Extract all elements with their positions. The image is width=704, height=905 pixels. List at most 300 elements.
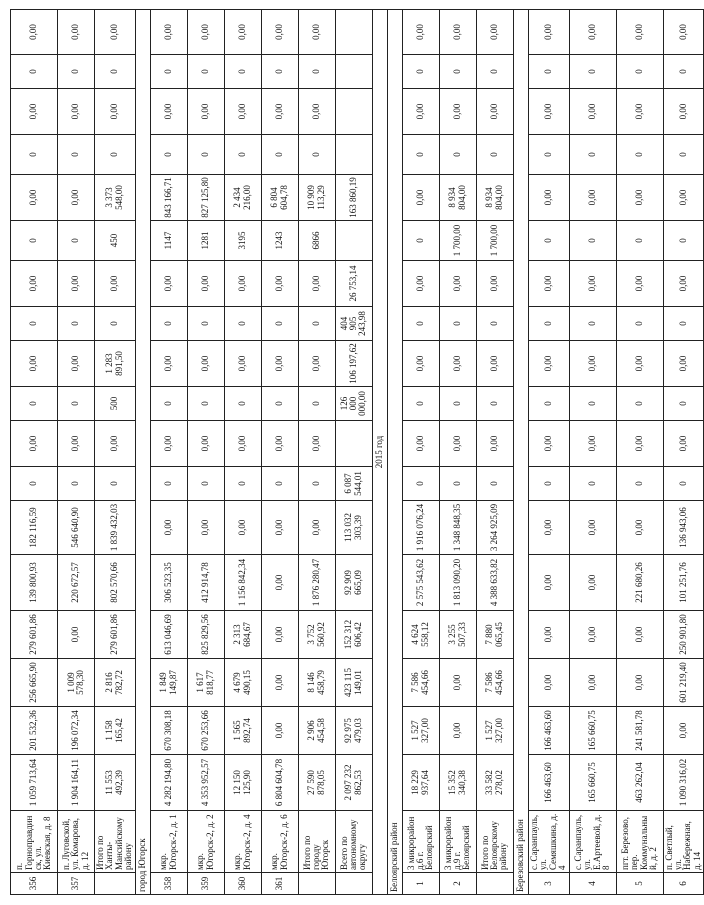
table-cell: 0 xyxy=(569,467,616,501)
table-cell: 0,00 xyxy=(528,501,569,555)
table-cell: 0 xyxy=(476,55,513,89)
table-cell: 0,00 xyxy=(616,341,663,387)
table-cell: 0,00 xyxy=(476,261,513,307)
table-cell: 7 586 454,66 xyxy=(402,659,439,707)
table-cell: 0,00 xyxy=(663,421,704,467)
table-cell: 2 906 454,58 xyxy=(298,707,335,755)
table-cell: 0 xyxy=(150,135,187,175)
table-cell: 0,00 xyxy=(298,421,335,467)
table-cell: 7 586 454,66 xyxy=(476,659,513,707)
row-address: пгт. Березово, пер. Коммунальный, д. 2 xyxy=(616,811,663,873)
table-cell: 0 xyxy=(528,387,569,421)
table-cell: 0,00 xyxy=(402,175,439,221)
table-cell: 0 xyxy=(569,221,616,261)
table-cell: 0 xyxy=(528,467,569,501)
table-cell: 0 xyxy=(95,135,136,175)
table-row xyxy=(528,10,569,895)
table-row xyxy=(439,10,476,895)
table-cell: 0,00 xyxy=(528,611,569,659)
table-cell: 0 xyxy=(11,467,58,501)
table-cell: 0,00 xyxy=(58,10,95,55)
table-cell: 182 116,59 xyxy=(11,501,58,555)
table-cell: 1 904 164,11 xyxy=(58,755,95,811)
table-cell: 0 xyxy=(261,467,298,501)
table-cell: 0,00 xyxy=(187,261,224,307)
table-cell: 4 679 490,15 xyxy=(224,659,261,707)
section-label: Березовский район xyxy=(513,10,528,895)
table-cell: 500 xyxy=(95,387,136,421)
table-cell: 8 146 458,79 xyxy=(298,659,335,707)
table-cell: 0,00 xyxy=(528,659,569,707)
table-cell: 136 943,06 xyxy=(663,501,704,555)
table-cell: 0,00 xyxy=(150,341,187,387)
table-cell: 0,00 xyxy=(261,89,298,135)
table-cell: 0,00 xyxy=(569,421,616,467)
table-cell: 0,00 xyxy=(261,421,298,467)
table-cell: 0 xyxy=(261,135,298,175)
table-row xyxy=(224,10,261,895)
table-cell: 0 xyxy=(663,307,704,341)
table-cell: 0,00 xyxy=(439,10,476,55)
table-cell: 0 xyxy=(298,467,335,501)
table-cell: 2 816 782,72 xyxy=(95,659,136,707)
table-cell: 0 xyxy=(439,467,476,501)
table-cell: 0,00 xyxy=(261,659,298,707)
table-cell: 0 xyxy=(150,307,187,341)
table-cell: 0,00 xyxy=(224,501,261,555)
table-cell: 0 xyxy=(528,307,569,341)
table-cell: 0 xyxy=(569,55,616,89)
table-cell: 0 xyxy=(187,135,224,175)
table-cell: 0,00 xyxy=(616,175,663,221)
section-header-row xyxy=(387,10,402,895)
table-cell: 825 829,56 xyxy=(187,611,224,659)
table-cell: 27 590 878,05 xyxy=(298,755,335,811)
table-cell: 0 xyxy=(58,55,95,89)
row-number: 5 xyxy=(616,873,663,895)
table-cell: 0,00 xyxy=(261,611,298,659)
table-cell: 423 115 149,01 xyxy=(335,659,372,707)
table-row xyxy=(261,10,298,895)
table-cell: 1 283 891,50 xyxy=(95,341,136,387)
table-cell: 106 197,62 xyxy=(335,341,372,387)
table-cell: 0,00 xyxy=(616,261,663,307)
table-cell: 670 253,66 xyxy=(187,707,224,755)
row-number xyxy=(335,873,372,895)
table-cell: 0 xyxy=(11,307,58,341)
table-cell: 0 xyxy=(402,387,439,421)
table-cell: 0,00 xyxy=(11,175,58,221)
table-cell: 4 624 558,12 xyxy=(402,611,439,659)
row-number xyxy=(298,873,335,895)
table-cell: 279 601,86 xyxy=(11,611,58,659)
table-cell: 0,00 xyxy=(150,89,187,135)
table-cell: 0 xyxy=(95,55,136,89)
table-cell xyxy=(335,135,372,175)
row-address: с. Саранпауль, ул. Семяшкина, д. 4 xyxy=(528,811,569,873)
table-cell: 0,00 xyxy=(476,341,513,387)
table-cell: 1281 xyxy=(187,221,224,261)
year-header-row xyxy=(372,10,387,895)
table-cell xyxy=(335,10,372,55)
table-cell: 0,00 xyxy=(476,421,513,467)
table-cell: 2 434 216,00 xyxy=(224,175,261,221)
table-cell: 0,00 xyxy=(476,89,513,135)
table-cell: 165 660,75 xyxy=(569,707,616,755)
table-cell: 0,00 xyxy=(569,341,616,387)
row-number: 3 xyxy=(528,873,569,895)
table-cell: 1 700,00 xyxy=(439,221,476,261)
table-cell: 0,00 xyxy=(150,501,187,555)
table-cell: 0 xyxy=(616,387,663,421)
table-cell: 0,00 xyxy=(528,89,569,135)
table-cell: 0 xyxy=(150,55,187,89)
table-cell: 0,00 xyxy=(402,421,439,467)
table-cell: 0 xyxy=(224,387,261,421)
table-cell: 0 xyxy=(187,387,224,421)
table-cell: 0 xyxy=(528,221,569,261)
table-cell: 0 xyxy=(616,135,663,175)
row-address: 3 микрорайон д.6 г. Белоярский xyxy=(402,811,439,873)
table-cell: 802 570,66 xyxy=(95,555,136,611)
table-cell: 0,00 xyxy=(569,10,616,55)
table-cell: 0,00 xyxy=(224,89,261,135)
row-address: Итого по Ханты-Мансийскому району xyxy=(95,811,136,873)
table-cell: 0,00 xyxy=(402,10,439,55)
row-address: Итого по Белоярскому району xyxy=(476,811,513,873)
table-cell: 0,00 xyxy=(298,501,335,555)
table-cell: 0 xyxy=(663,135,704,175)
table-cell: 0,00 xyxy=(569,89,616,135)
table-cell: 2 575 543,62 xyxy=(402,555,439,611)
row-address: мкр. Югорск-2, д. 1 xyxy=(150,811,187,873)
table-cell: 221 680,26 xyxy=(616,555,663,611)
table-cell: 0 xyxy=(11,55,58,89)
table-cell: 0,00 xyxy=(95,421,136,467)
table-cell: 3 752 560,92 xyxy=(298,611,335,659)
table-cell: 0 xyxy=(663,387,704,421)
table-cell: 0,00 xyxy=(11,10,58,55)
table-cell: 33 582 278,02 xyxy=(476,755,513,811)
table-cell: 12 150 125,90 xyxy=(224,755,261,811)
table-cell: 0 xyxy=(528,135,569,175)
table-cell: 0 xyxy=(476,307,513,341)
table-cell: 0,00 xyxy=(616,89,663,135)
table-cell: 92 909 665,09 xyxy=(335,555,372,611)
table-cell: 0,00 xyxy=(663,707,704,755)
table-cell: 0 xyxy=(224,55,261,89)
table-cell: 3 264 925,09 xyxy=(476,501,513,555)
table-cell: 0 xyxy=(402,467,439,501)
table-cell: 0,00 xyxy=(616,659,663,707)
table-cell: 0 xyxy=(476,135,513,175)
table-cell: 0,00 xyxy=(439,659,476,707)
table-cell: 6 804 604,78 xyxy=(261,755,298,811)
table-cell: 1 158 165,42 xyxy=(95,707,136,755)
table-cell: 220 672,57 xyxy=(58,555,95,611)
table-cell: 8 934 804,00 xyxy=(439,175,476,221)
table-row xyxy=(95,10,136,895)
table-cell: 4 388 633,82 xyxy=(476,555,513,611)
table-cell: 11 553 492,39 xyxy=(95,755,136,811)
table-cell: 0,00 xyxy=(528,421,569,467)
table-cell: 6 087 544,01 xyxy=(335,467,372,501)
table-cell: 0 xyxy=(439,55,476,89)
row-address: мкр. Югорск-2, д. 2 xyxy=(187,811,224,873)
table-cell: 0,00 xyxy=(224,261,261,307)
table-cell: 8 934 804,00 xyxy=(476,175,513,221)
table-cell: 404 905 243,98 xyxy=(335,307,372,341)
table-cell xyxy=(335,55,372,89)
table-row xyxy=(298,10,335,895)
table-cell: 6 804 604,78 xyxy=(261,175,298,221)
table-cell: 0 xyxy=(261,55,298,89)
row-number: 1 xyxy=(402,873,439,895)
table-cell: 0,00 xyxy=(298,261,335,307)
table-cell: 0,00 xyxy=(261,10,298,55)
table-cell: 0 xyxy=(298,387,335,421)
table-cell: 0,00 xyxy=(528,261,569,307)
table-cell: 1 617 818,77 xyxy=(187,659,224,707)
table-cell: 1 156 842,34 xyxy=(224,555,261,611)
table-cell: 1 348 848,35 xyxy=(439,501,476,555)
table-cell: 0 xyxy=(150,467,187,501)
row-address: Итого по городу Югорск xyxy=(298,811,335,873)
table-cell: 165 660,75 xyxy=(569,755,616,811)
table-cell: 0,00 xyxy=(528,175,569,221)
table-cell: 601 219,40 xyxy=(663,659,704,707)
row-number: 356 xyxy=(11,873,58,895)
table-cell: 163 860,19 xyxy=(335,175,372,221)
table-cell: 6866 xyxy=(298,221,335,261)
table-cell: 250 901,80 xyxy=(663,611,704,659)
row-address: п. Луговской, ул. Комарова, д. 12 xyxy=(58,811,95,873)
table-cell: 0 xyxy=(58,135,95,175)
table-cell: 26 753,14 xyxy=(335,261,372,307)
table-cell: 1243 xyxy=(261,221,298,261)
table-cell: 546 640,90 xyxy=(58,501,95,555)
table-cell: 3 255 507,33 xyxy=(439,611,476,659)
table-cell: 0,00 xyxy=(261,501,298,555)
table-cell: 0 xyxy=(616,467,663,501)
table-cell: 0,00 xyxy=(439,261,476,307)
table-cell: 0,00 xyxy=(187,341,224,387)
table-cell: 0 xyxy=(616,221,663,261)
table-cell: 412 914,78 xyxy=(187,555,224,611)
table-cell: 0,00 xyxy=(224,421,261,467)
table-cell: 4 282 194,80 xyxy=(150,755,187,811)
table-cell: 0 xyxy=(224,307,261,341)
table-cell: 18 229 937,64 xyxy=(402,755,439,811)
table-row xyxy=(569,10,616,895)
table-cell: 0,00 xyxy=(187,10,224,55)
row-number: 4 xyxy=(569,873,616,895)
table-cell: 4 353 952,57 xyxy=(187,755,224,811)
table-cell: 0 xyxy=(402,221,439,261)
table-cell: 0 xyxy=(150,387,187,421)
table-cell: 0,00 xyxy=(439,707,476,755)
table-row xyxy=(663,10,704,895)
table-cell: 0 xyxy=(663,55,704,89)
table-cell: 0 xyxy=(569,387,616,421)
table-cell: 0,00 xyxy=(569,501,616,555)
table-cell: 0,00 xyxy=(261,261,298,307)
year-label: 2015 год xyxy=(372,10,387,895)
row-address: п. Горноправдинск, ул. Киевская, д. 8 xyxy=(11,811,58,873)
row-number: 2 xyxy=(439,873,476,895)
table-cell: 1 059 713,64 xyxy=(11,755,58,811)
table-cell: 0 xyxy=(187,307,224,341)
row-address: мкр. Югорск-2, д. 4 xyxy=(224,811,261,873)
table-cell: 670 308,18 xyxy=(150,707,187,755)
table-cell: 0 xyxy=(439,307,476,341)
table-cell: 0,00 xyxy=(58,89,95,135)
section-header-row xyxy=(135,10,150,895)
table-cell: 0,00 xyxy=(58,175,95,221)
table-cell xyxy=(335,221,372,261)
table-cell: 1 565 892,74 xyxy=(224,707,261,755)
row-number: 360 xyxy=(224,873,261,895)
table-cell: 1 916 076,24 xyxy=(402,501,439,555)
table-cell: 0 xyxy=(476,467,513,501)
table-cell: 0,00 xyxy=(58,261,95,307)
table-cell: 0,00 xyxy=(528,555,569,611)
table-cell: 0,00 xyxy=(528,10,569,55)
row-address: 3 микрорайон д.9 г. Белоярский xyxy=(439,811,476,873)
table-cell: 152 312 606,42 xyxy=(335,611,372,659)
table-cell: 0,00 xyxy=(439,421,476,467)
table-cell: 0 xyxy=(58,387,95,421)
table-row xyxy=(58,10,95,895)
table-cell: 0 xyxy=(298,135,335,175)
table-cell: 0,00 xyxy=(95,10,136,55)
table-cell: 256 665,90 xyxy=(11,659,58,707)
table-cell: 0,00 xyxy=(569,175,616,221)
table-cell: 613 046,69 xyxy=(150,611,187,659)
table-cell: 2 313 684,67 xyxy=(224,611,261,659)
table-cell: 0,00 xyxy=(663,10,704,55)
table-cell: 0,00 xyxy=(298,89,335,135)
table-cell: 0 xyxy=(402,307,439,341)
table-cell: 0,00 xyxy=(663,175,704,221)
row-address: п. Светлый, ул. Набережная, д. 14 xyxy=(663,811,704,873)
table-cell: 0 xyxy=(187,55,224,89)
table-cell: 0 xyxy=(569,135,616,175)
table-cell: 0,00 xyxy=(58,611,95,659)
row-number xyxy=(95,873,136,895)
table-cell: 1 527 327,00 xyxy=(476,707,513,755)
table-cell: 0,00 xyxy=(616,421,663,467)
table-cell: 0 xyxy=(11,135,58,175)
table-cell: 0,00 xyxy=(616,10,663,55)
table-row xyxy=(616,10,663,895)
table-cell: 92 975 479,03 xyxy=(335,707,372,755)
row-number: 6 xyxy=(663,873,704,895)
table-cell: 0 xyxy=(261,387,298,421)
table-row xyxy=(150,10,187,895)
table-cell: 0 xyxy=(261,307,298,341)
table-cell: 0,00 xyxy=(569,611,616,659)
table-cell: 1 849 149,87 xyxy=(150,659,187,707)
table-cell: 0,00 xyxy=(402,89,439,135)
table-cell: 101 251,76 xyxy=(663,555,704,611)
section-label: Белоярский район xyxy=(387,10,402,895)
table-row xyxy=(402,10,439,895)
table-cell: 1 527 327,00 xyxy=(402,707,439,755)
row-address: с. Саранпауль, ул. Е.Артеевой, д. 8 xyxy=(569,811,616,873)
table-cell: 0,00 xyxy=(476,10,513,55)
table-cell: 0 xyxy=(58,467,95,501)
row-number: 357 xyxy=(58,873,95,895)
table-cell: 0 xyxy=(616,55,663,89)
table-cell: 0,00 xyxy=(224,341,261,387)
table-row xyxy=(335,10,372,895)
table-cell: 0,00 xyxy=(261,707,298,755)
table-cell: 0,00 xyxy=(298,341,335,387)
table-cell: 0 xyxy=(616,307,663,341)
table-cell: 0 xyxy=(402,55,439,89)
table-cell: 0 xyxy=(569,307,616,341)
table-row xyxy=(476,10,513,895)
table-cell: 166 463,60 xyxy=(528,755,569,811)
table-cell: 1 700,00 xyxy=(476,221,513,261)
table-cell: 0,00 xyxy=(663,89,704,135)
table-row xyxy=(11,10,58,895)
table-cell xyxy=(335,421,372,467)
table-cell: 827 125,80 xyxy=(187,175,224,221)
table-cell: 0,00 xyxy=(95,261,136,307)
section-label: город Югорск xyxy=(135,10,150,895)
table-cell: 0,00 xyxy=(402,261,439,307)
table-cell: 1 839 432,03 xyxy=(95,501,136,555)
row-address: мкр. Югорск-2, д. 6 xyxy=(261,811,298,873)
table-cell: 0,00 xyxy=(569,659,616,707)
row-number xyxy=(476,873,513,895)
table-cell: 0,00 xyxy=(187,501,224,555)
table-cell: 0,00 xyxy=(569,555,616,611)
table-cell: 1 090 316,02 xyxy=(663,755,704,811)
table-cell: 201 532,36 xyxy=(11,707,58,755)
table-cell: 843 166,71 xyxy=(150,175,187,221)
table-row xyxy=(187,10,224,895)
table-cell: 0 xyxy=(58,221,95,261)
table-cell: 0 xyxy=(187,467,224,501)
table-cell xyxy=(335,89,372,135)
table-cell: 241 581,78 xyxy=(616,707,663,755)
table-cell: 0,00 xyxy=(569,261,616,307)
table-cell: 0,00 xyxy=(224,10,261,55)
table-cell: 0,00 xyxy=(616,611,663,659)
table-cell: 0 xyxy=(663,221,704,261)
table-cell: 0,00 xyxy=(439,341,476,387)
table-cell: 166 463,60 xyxy=(528,707,569,755)
table-cell: 0,00 xyxy=(150,421,187,467)
table-cell: 0 xyxy=(11,221,58,261)
table-cell: 0 xyxy=(95,467,136,501)
table-cell: 1 876 280,47 xyxy=(298,555,335,611)
table-cell: 0,00 xyxy=(58,421,95,467)
table-cell: 2 097 232 862,53 xyxy=(335,755,372,811)
table-cell: 3 373 548,00 xyxy=(95,175,136,221)
table-cell: 0 xyxy=(663,467,704,501)
table-cell: 0 xyxy=(439,387,476,421)
table-cell: 0,00 xyxy=(11,341,58,387)
table-cell: 0,00 xyxy=(58,341,95,387)
register-table xyxy=(10,9,704,895)
table-cell: 0,00 xyxy=(11,421,58,467)
table-cell: 0 xyxy=(476,387,513,421)
table-cell: 0,00 xyxy=(187,421,224,467)
